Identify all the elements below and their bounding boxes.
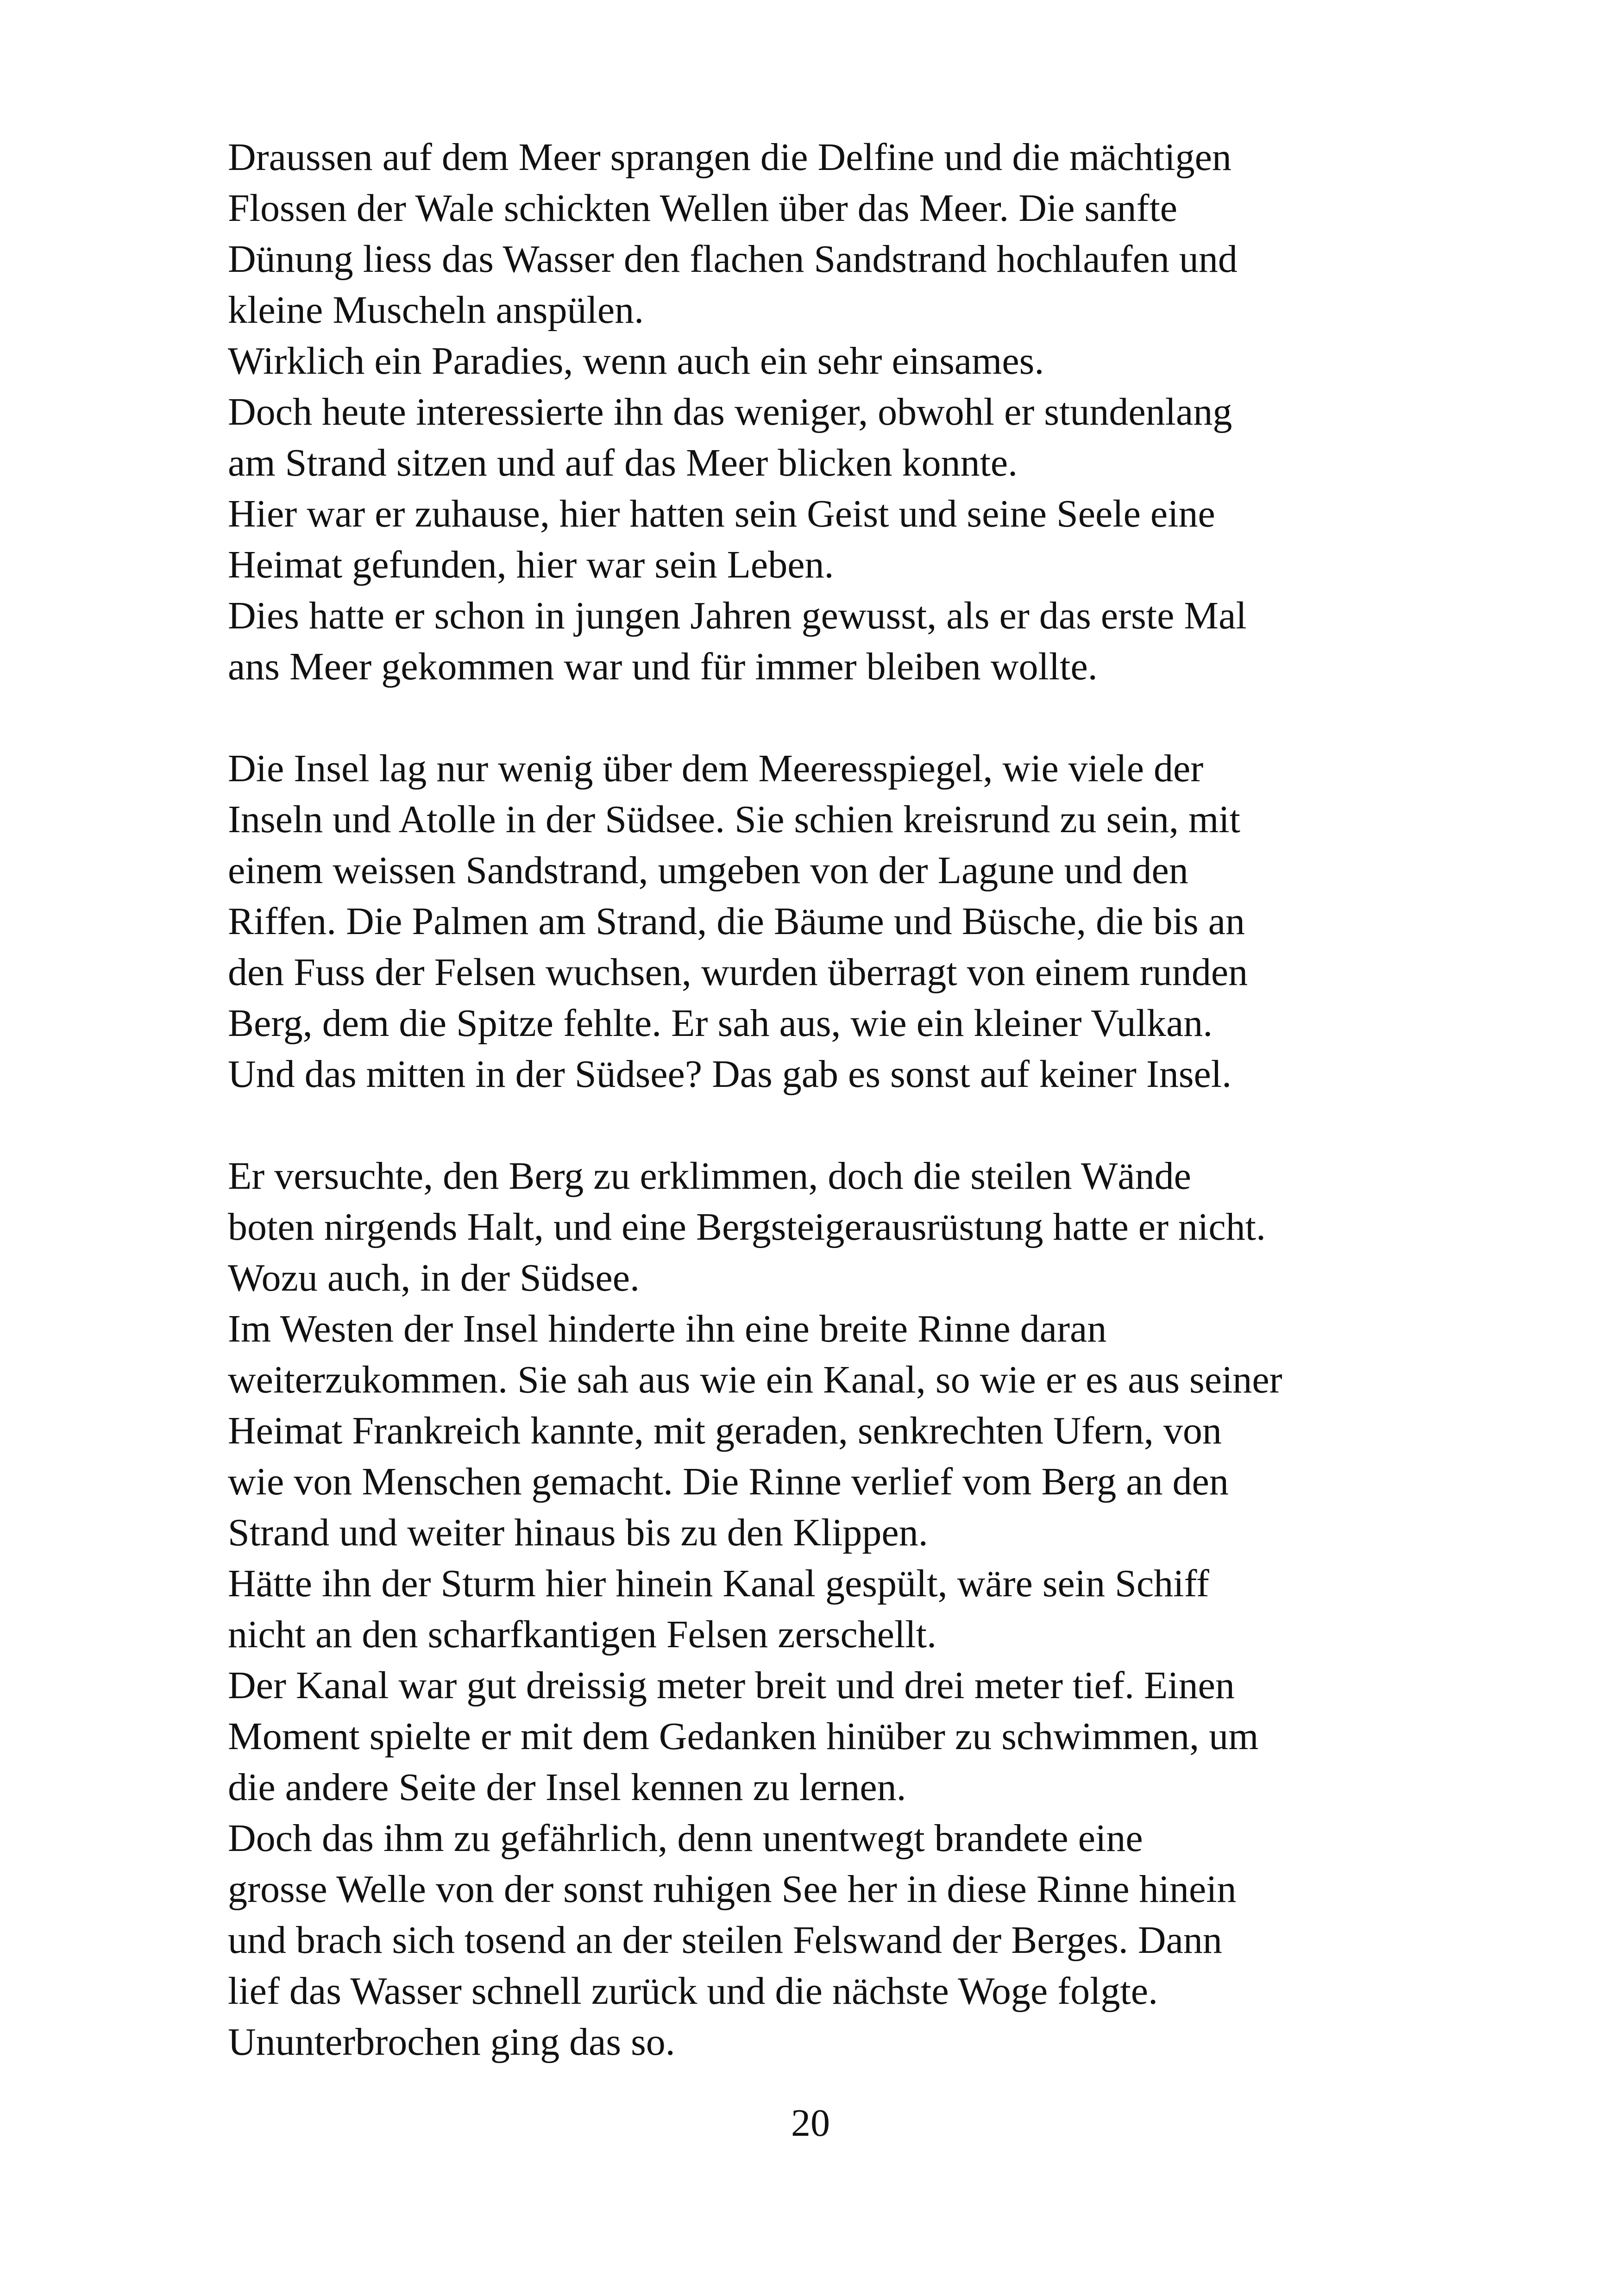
text-line: kleine Muscheln anspülen. bbox=[228, 289, 644, 332]
text-line: Der Kanal war gut dreissig meter breit und drei meter tief. Einen bbox=[228, 1664, 1235, 1707]
text-line: Flossen der Wale schickten Wellen über das Meer. Die sanfte bbox=[228, 187, 1178, 230]
paragraph bbox=[185, 1304, 1454, 1558]
section-break bbox=[185, 692, 1454, 743]
page-number: 20 bbox=[791, 2102, 830, 2145]
text-line: Strand und weiter hinaus bis zu den Klippen. bbox=[228, 1511, 928, 1554]
text-line: Dies hatte er schon in jungen Jahren gewusst, als er das erste Mal bbox=[228, 594, 1247, 637]
text-line: weiterzukommen. Sie sah aus wie ein Kanal, so wie er es aus seiner bbox=[228, 1358, 1282, 1401]
text-line: Riffen. Die Palmen am Strand, die Bäume und Büsche, die bis an bbox=[228, 900, 1245, 943]
paragraph bbox=[185, 590, 1454, 692]
text-line: boten nirgends Halt, und eine Bergsteigerausrüstung hatte er nicht. bbox=[228, 1205, 1266, 1248]
text-line: wie von Menschen gemacht. Die Rinne verlief vom Berg an den bbox=[228, 1460, 1229, 1503]
text-line: und brach sich tosend an der steilen Felswand der Berges. Dann bbox=[228, 1919, 1222, 1962]
section-3 bbox=[185, 1151, 1454, 2068]
section-break bbox=[185, 1100, 1454, 1151]
text-line: Hätte ihn der Sturm hier hinein Kanal gespült, wäre sein Schiff bbox=[228, 1562, 1209, 1605]
text-line: Ununterbrochen ging das so. bbox=[228, 2020, 675, 2064]
text-line: Hier war er zuhause, hier hatten sein Geist und seine Seele eine bbox=[228, 492, 1215, 535]
text-line: Berg, dem die Spitze fehlte. Er sah aus, wie ein kleiner Vulkan. bbox=[228, 1002, 1213, 1045]
text-line: Und das mitten in der Südsee? Das gab es sonst auf keiner Insel. bbox=[228, 1053, 1232, 1096]
paragraph bbox=[185, 1813, 1454, 2068]
paragraph bbox=[185, 387, 1454, 489]
paragraph bbox=[185, 743, 1454, 1100]
text-line: nicht an den scharfkantigen Felsen zerschellt. bbox=[228, 1613, 937, 1656]
section-2 bbox=[185, 743, 1454, 1100]
text-line: Doch heute interessierte ihn das weniger, obwohl er stundenlang bbox=[228, 390, 1232, 433]
paragraph bbox=[185, 336, 1454, 387]
text-line: die andere Seite der Insel kennen zu lernen. bbox=[228, 1766, 906, 1809]
section-1 bbox=[185, 132, 1454, 692]
text-line: am Strand sitzen und auf das Meer blicken konnte. bbox=[228, 441, 1018, 484]
text-line: Im Westen der Insel hinderte ihn eine breite Rinne daran bbox=[228, 1307, 1107, 1350]
text-line: Die Insel lag nur wenig über dem Meeresspiegel, wie viele der bbox=[228, 747, 1204, 790]
text-line: Dünung liess das Wasser den flachen Sandstrand hochlaufen und bbox=[228, 238, 1238, 281]
text-line: lief das Wasser schnell zurück und die nächste Woge folgte. bbox=[228, 1970, 1158, 2013]
text-line: Heimat gefunden, hier war sein Leben. bbox=[228, 543, 834, 586]
text-line: ans Meer gekommen war und für immer bleiben wollte. bbox=[228, 645, 1098, 688]
text-line: den Fuss der Felsen wuchsen, wurden überragt von einem runden bbox=[228, 951, 1248, 994]
paragraph bbox=[185, 1151, 1454, 1304]
text-line: Inseln und Atolle in der Südsee. Sie schien kreisrund zu sein, mit bbox=[228, 798, 1240, 841]
text-line: Er versuchte, den Berg zu erklimmen, doch die steilen Wände bbox=[228, 1154, 1191, 1198]
text-line: grosse Welle von der sonst ruhigen See her in diese Rinne hinein bbox=[228, 1868, 1237, 1911]
text-line: Draussen auf dem Meer sprangen die Delfine und die mächtigen bbox=[228, 136, 1231, 179]
text-line: Moment spielte er mit dem Gedanken hinüber zu schwimmen, um bbox=[228, 1715, 1259, 1758]
body-text bbox=[185, 132, 1454, 2068]
text-line: Heimat Frankreich kannte, mit geraden, senkrechten Ufern, von bbox=[228, 1409, 1222, 1452]
text-line: Wirklich ein Paradies, wenn auch ein sehr einsames. bbox=[228, 339, 1044, 383]
text-line: Wozu auch, in der Südsee. bbox=[228, 1256, 640, 1299]
paragraph bbox=[185, 1660, 1454, 1813]
paragraph bbox=[185, 132, 1454, 336]
text-line: Doch das ihm zu gefährlich, denn unentwegt brandete eine bbox=[228, 1817, 1143, 1860]
paragraph bbox=[185, 489, 1454, 590]
paragraph bbox=[185, 1558, 1454, 1660]
text-line: einem weissen Sandstrand, umgeben von der Lagune und den bbox=[228, 849, 1188, 892]
